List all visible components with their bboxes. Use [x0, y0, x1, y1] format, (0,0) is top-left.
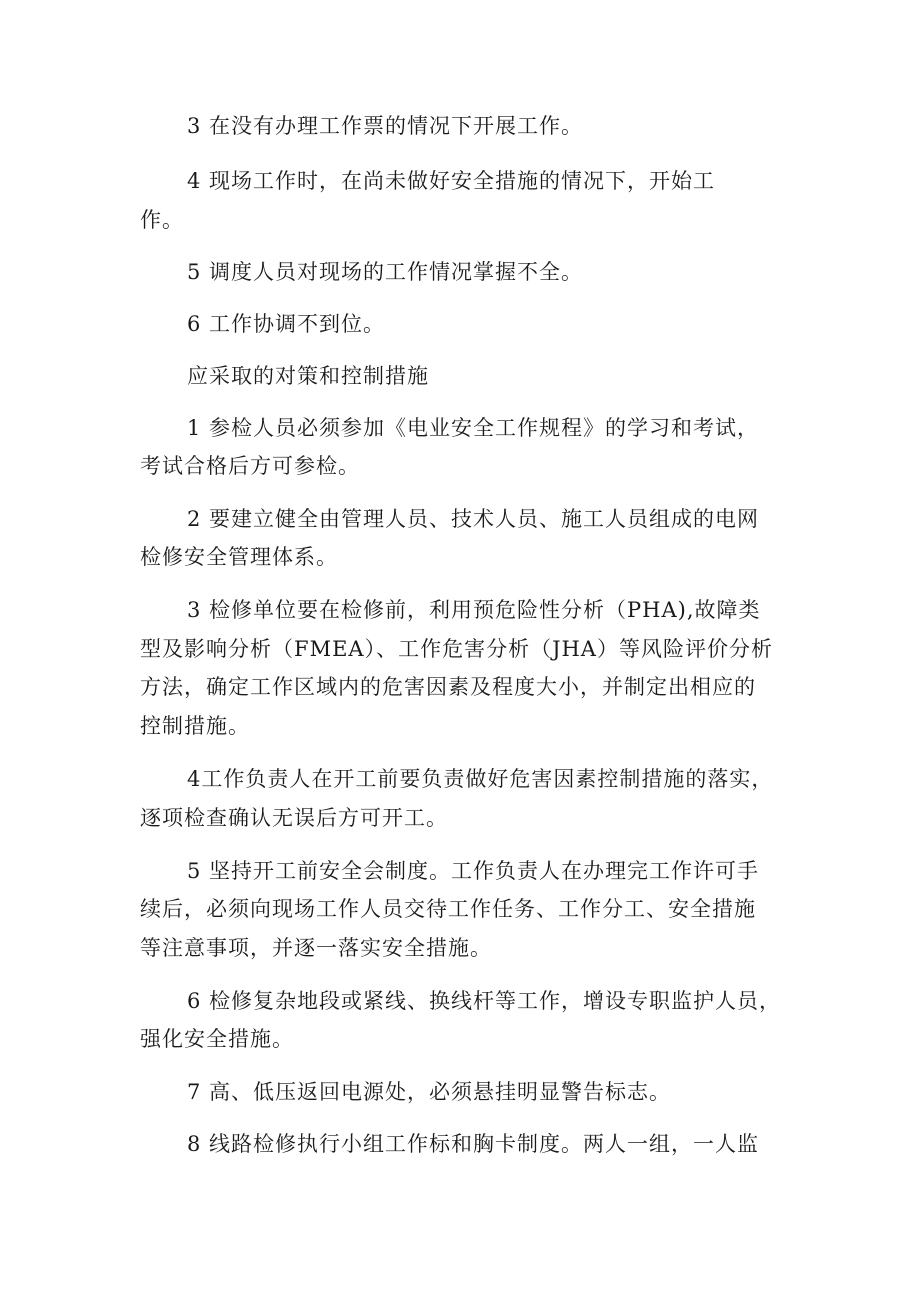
paragraph-line: 控制措施。 [140, 714, 250, 738]
section-heading: 应采取的对策和控制措施 [187, 364, 429, 388]
paragraph-line: 4工作负责人在开工前要负责做好危害因素控制措施的落实， [187, 767, 774, 791]
paragraph-line: 方法，确定工作区域内的危害因素及程度大小，并制定出相应的 [140, 675, 756, 699]
paragraph-line: 5 调度人员对现场的工作情况掌握不全。 [187, 260, 584, 284]
paragraph-line: 4 现场工作时，在尚未做好安全措施的情况下，开始工 [187, 169, 716, 193]
paragraph-line: 8 线路检修执行小组工作标和胸卡制度。两人一组，一人监 [187, 1132, 760, 1156]
paragraph-line: 6 工作协调不到位。 [187, 312, 386, 336]
paragraph-line: 强化安全措施。 [140, 1027, 294, 1051]
paragraph-line: 7 高、低压返回电源处，必须悬挂明显警告标志。 [187, 1080, 672, 1104]
paragraph-line: 5 坚持开工前安全会制度。工作负责人在办理完工作许可手 [187, 859, 760, 883]
paragraph-line: 1 参检人员必须参加《电业安全工作规程》的学习和考试， [187, 416, 760, 440]
paragraph-line: 检修安全管理体系。 [140, 545, 338, 569]
paragraph-line: 型及影响分析（FMEA）、工作危害分析（JHA）等风险评价分析 [140, 637, 773, 661]
paragraph-line: 6 检修复杂地段或紧线、换线杆等工作，增设专职监护人员， [187, 989, 782, 1013]
paragraph-line: 作。 [140, 208, 184, 232]
paragraph-line: 续后，必须向现场工作人员交待工作任务、工作分工、安全措施 [140, 897, 756, 921]
paragraph-line: 等注意事项，并逐一落实安全措施。 [140, 936, 492, 960]
paragraph-line: 逐项检查确认无误后方可开工。 [140, 806, 448, 830]
paragraph-line: 3 检修单位要在检修前，利用预危险性分析（PHA),故障类 [187, 598, 761, 622]
paragraph-line: 考试合格后方可参检。 [140, 454, 360, 478]
paragraph-line: 2 要建立健全由管理人员、技术人员、施工人员组成的电网 [187, 507, 760, 531]
paragraph-line: 3 在没有办理工作票的情况下开展工作。 [187, 114, 584, 138]
